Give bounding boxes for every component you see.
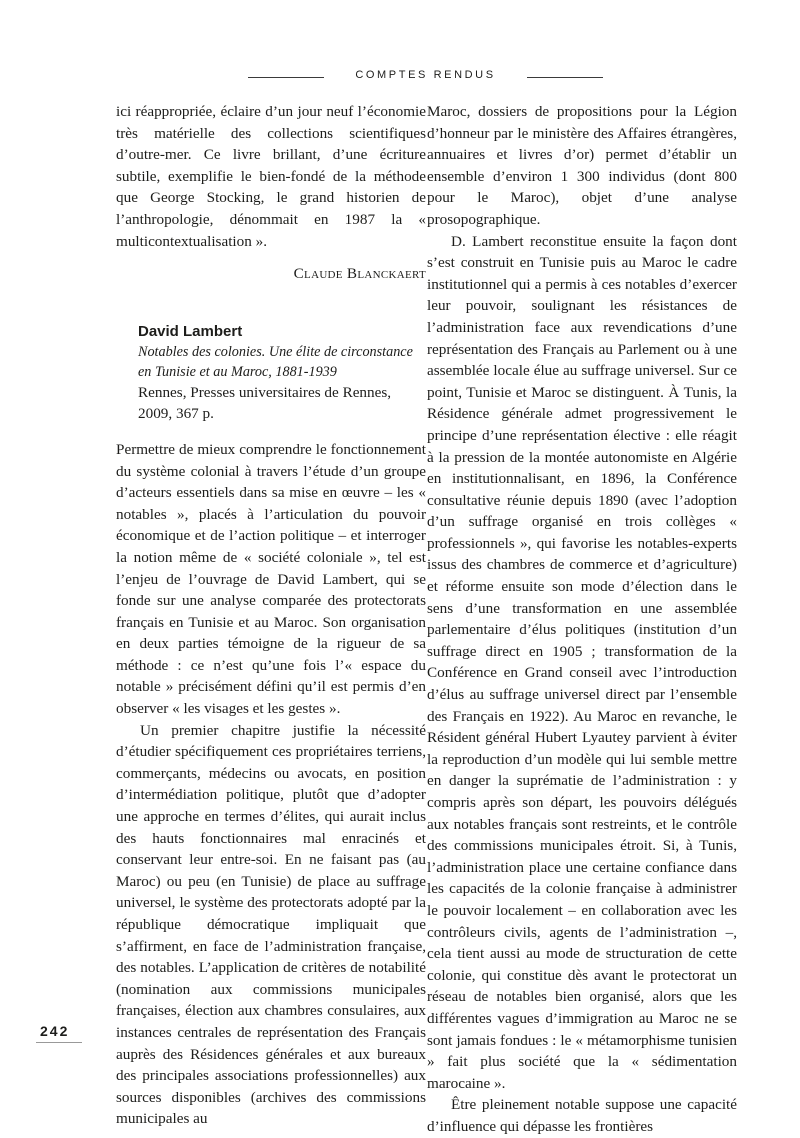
header-rule-left	[248, 77, 324, 78]
paragraph: Maroc, dossiers de propositions pour la Légion d’honneur par le ministère des Affaires étrangères, annuaires et livres d’or) permet d’établir un ensemble d’environ 1 300 individus (dont 800 pour le Maroc), objet d’une analyse prosopographique.	[427, 103, 737, 228]
paragraph: Être pleinement notable suppose une capacité d’influence qui dépasse les frontières	[427, 1096, 737, 1135]
header-title: COMPTES RENDUS	[355, 69, 496, 81]
left-column	[116, 101, 426, 1130]
book-reference	[116, 321, 426, 425]
page-number: 242	[40, 1023, 70, 1039]
paragraph: D. Lambert reconstitue ensuite la façon dont s’est construit en Tunisie puis au Maroc le cadre institutionnel qui a permis à ces notables d’exercer leur pouvoir, soulignant les résistances de l’administration face aux revendications d’une représentation des Français au Parlement ou à une assemblée locale élue au suffrage universel. Sur ce point, Tunisie et Maroc se distinguent. À Tunis, la Résidence générale admet progressivement le principe d’une représentation élective : elle réagit à la pression de la montée autonomiste en Algérie en institutionnalisant, en 1896, la Conférence consultative réunie depuis 1890 (avec l’adoption d’un suffrage organisé en trois collèges « professionnels », qui favorise les notables-experts issus des chambres de commerce et d’agriculture) et réforme ensuite son mode d’élection dans le sens d’une transformation en une assemblée parlementaire d’élus politiques (institution d’un suffrage direct en 1905 ; transformation de la Conférence en Grand conseil avec l’introduction d’élus au suffrage universel direct par l’ensemble des Français en 1922). Au Maroc en revanche, le Résident général Hubert Lyautey parvient à éviter la reproduction d’un modèle qui lui semble mettre en danger la suprématie de l’administration : y compris après son départ, les pouvoirs délégués aux notables français sont restreints, et le contrôle des commissions municipales étroit. Si, à Tunis, l’administration place une certaine confiance dans les capacités de la colonie française à administrer le pouvoir localement – en collaboration avec les contrôleurs civils, agents de l’administration –, cela tient aussi au mode de structuration de cette colonie, qui constitue dès avant le protectorat un réseau de notables bien organisé, alors que les différentes vagues d’immigration au Maroc ne se sont jamais fondues : le « métamorphisme tunisien » fait plus société que la « sédimentation marocaine ».	[427, 232, 737, 1092]
review-signature: Claude Blanckaert	[293, 265, 426, 283]
book-publisher: Rennes, Presses universitaires de Rennes, 2009, 367 p.	[138, 383, 392, 423]
header-rule-right	[527, 77, 603, 78]
paragraph: Permettre de mieux comprendre le fonctionnement du système colonial à travers l’étude d’un groupe d’acteurs essentiels dans sa mise en œuvre – les « notables », placés à l’articulation du pouvoir économique et de l’action politique – et interroger la notion même de « société coloniale », tel est l’enjeu de l’ouvrage de David Lambert, qui se fonde sur une analyse comparée des protectorats français en Tunisie et au Maroc. Son organisation en deux parties témoigne de la rigueur de sa méthode : ce n’est qu’une fois l’« espace du notable » précisément défini qu’il est permis d’en observer « les visages et les gestes ».	[116, 440, 426, 718]
running-header	[0, 68, 800, 88]
previous-review-text: ici réappropriée, éclaire d’un jour neuf l’économie très matérielle des collections scientifiques d’outre-mer. Ce livre brillant, d’une écriture subtile, exemplifie le bien-fondé de la méthode que George Stocking, le grand historien de l’anthropologie, dénommait en 1987 la « multicontextualisation ».	[116, 103, 426, 250]
right-column	[427, 101, 737, 1138]
paragraph: Un premier chapitre justifie la nécessité d’étudier spécifiquement ces propriétaires terriens, commerçants, médecins ou avocats, en position d’intermédiation politique, plutôt que d’adopter une approche en termes d’élites, qui aurait inclus des hauts fonctionnaires mal enracinés et conservant leur entre-soi. En ne faisant pas (au Maroc) ou peu (en Tunisie) de place au suffrage universel, le système des protectorats adopté par la république démocratique impliquait que s’affirment, en face de l’administration française, des notables. L’application de critères de notabilité (nomination aux commissions municipales françaises, élection aux chambres consulaires, aux instances centrales de représentation des Français auprès des Résidences générales et aux bureaux des principales associations professionnelles) aux sources disponibles (archives des commissions municipales au	[116, 721, 426, 1128]
page-number-rule	[36, 1042, 82, 1043]
book-author: David Lambert	[138, 322, 243, 340]
book-title: Notables des colonies. Une élite de circonstance en Tunisie et au Maroc, 1881-1939	[138, 343, 413, 380]
